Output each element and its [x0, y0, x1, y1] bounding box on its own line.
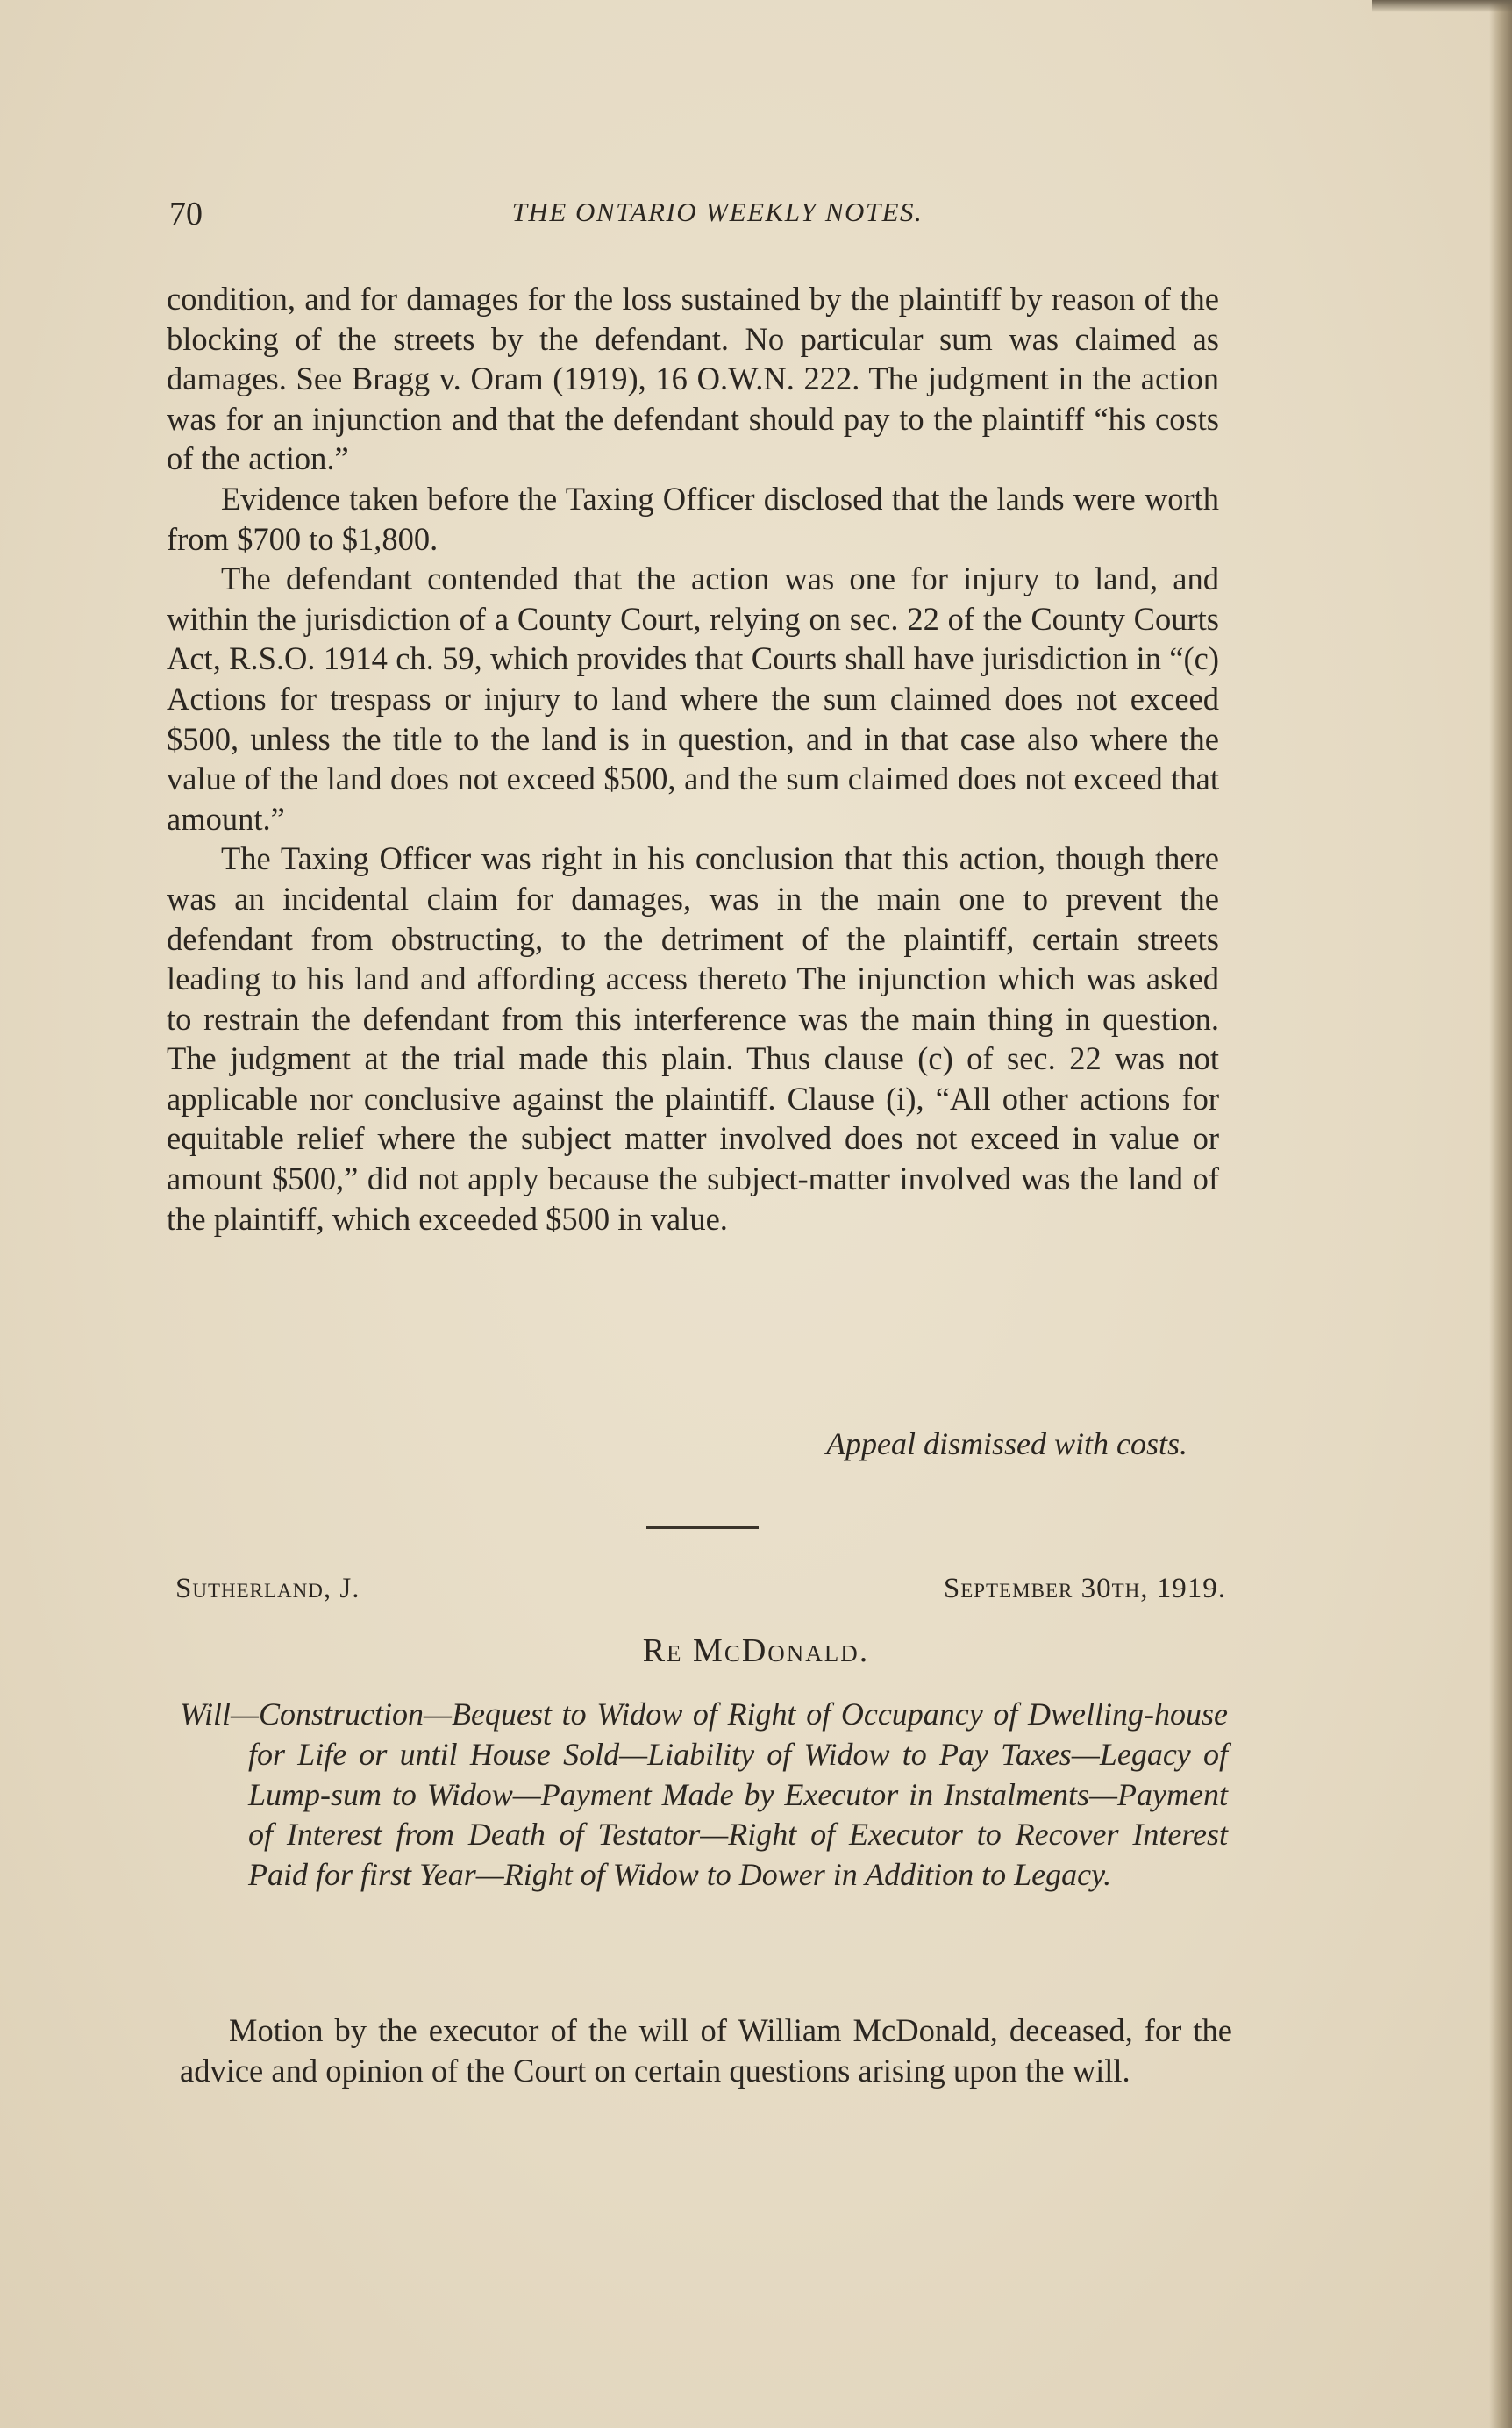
case-title: Re McDonald. [642, 1632, 870, 1669]
page-number: 70 [169, 196, 203, 232]
case-result: Appeal dismissed with costs. [826, 1426, 1187, 1461]
motion-paragraph: Motion by the executor of the will of William McDonald, deceased, for the advice and opinion of the Court on certain questions arising upon the will. [180, 2012, 1232, 2089]
decision-date: September 30th, 1919. [943, 1573, 1226, 1604]
page-top-shadow [1372, 0, 1512, 12]
paragraph-conclusion: The Taxing Officer was right in his conclusion that this action, though there was an incidental claim for damages, was in the main one to prevent the defendant from obstructing, to the detriment of the plaintiff, certain streets leading to his land and affording access thereto The injunction which was asked to restrain the defendant from this interference was the main thing in question. The judgment at the trial made this plain. Thus clause (c) of sec. 22 was not applicable nor conclusive against the plaintiff. Clause (i), “All other actions for equitable relief where the subject matter involved does not exceed in value or amount $500,” did not apply because the subject-matter involved was the land of the plaintiff, which exceeded $500 in value. [167, 840, 1219, 1237]
paragraph-evidence: Evidence taken before the Taxing Officer disclosed that the lands were worth from $700 to $1,800. [167, 480, 1219, 557]
journal-title: THE ONTARIO WEEKLY NOTES. [511, 196, 924, 227]
judge-name: Sutherland, J. [175, 1573, 360, 1604]
page-edge-shadow [1489, 0, 1512, 2428]
paragraph-contention: The defendant contended that the action was one for injury to land, and within the jurisdiction of a County Court, relying on sec. 22 of the County Courts Act, R.S.O. 1914 ch. 59, which provides that Courts shall have jurisdiction in “(c) Actions for trespass or injury to land where the sum claimed does not exceed $500, unless the title to the land is in question, and in that case also where the value of the land does not exceed $500, and the sum claimed does not exceed that amount.” [167, 561, 1219, 837]
section-divider [646, 1526, 759, 1529]
running-head [169, 195, 1230, 239]
body-text [167, 279, 1219, 1239]
paragraph-continuation: condition, and for damages for the loss sustained by the plaintiff by reason of the blocking of the streets by the defendant. No particular sum was claimed as damages. See Bragg v. Oram (1919), 16 O.W.N. 222. The judgment in the action was for an injunction and that the defendant should pay to the plaintiff “his costs of the action.” [167, 281, 1219, 477]
case-headnote: Will—Construction—Bequest to Widow of Right of Occupancy of Dwelling-house for Life or until House Sold—Liability of Widow to Pay Taxes—Legacy of Lump-sum to Widow—Payment Made by Executor in Instalments—Payment of Interest from Death of Testator—Right of Executor to Recover Interest Paid for first Year—Right of Widow to Dower in Addition to Legacy. [180, 1696, 1228, 1893]
